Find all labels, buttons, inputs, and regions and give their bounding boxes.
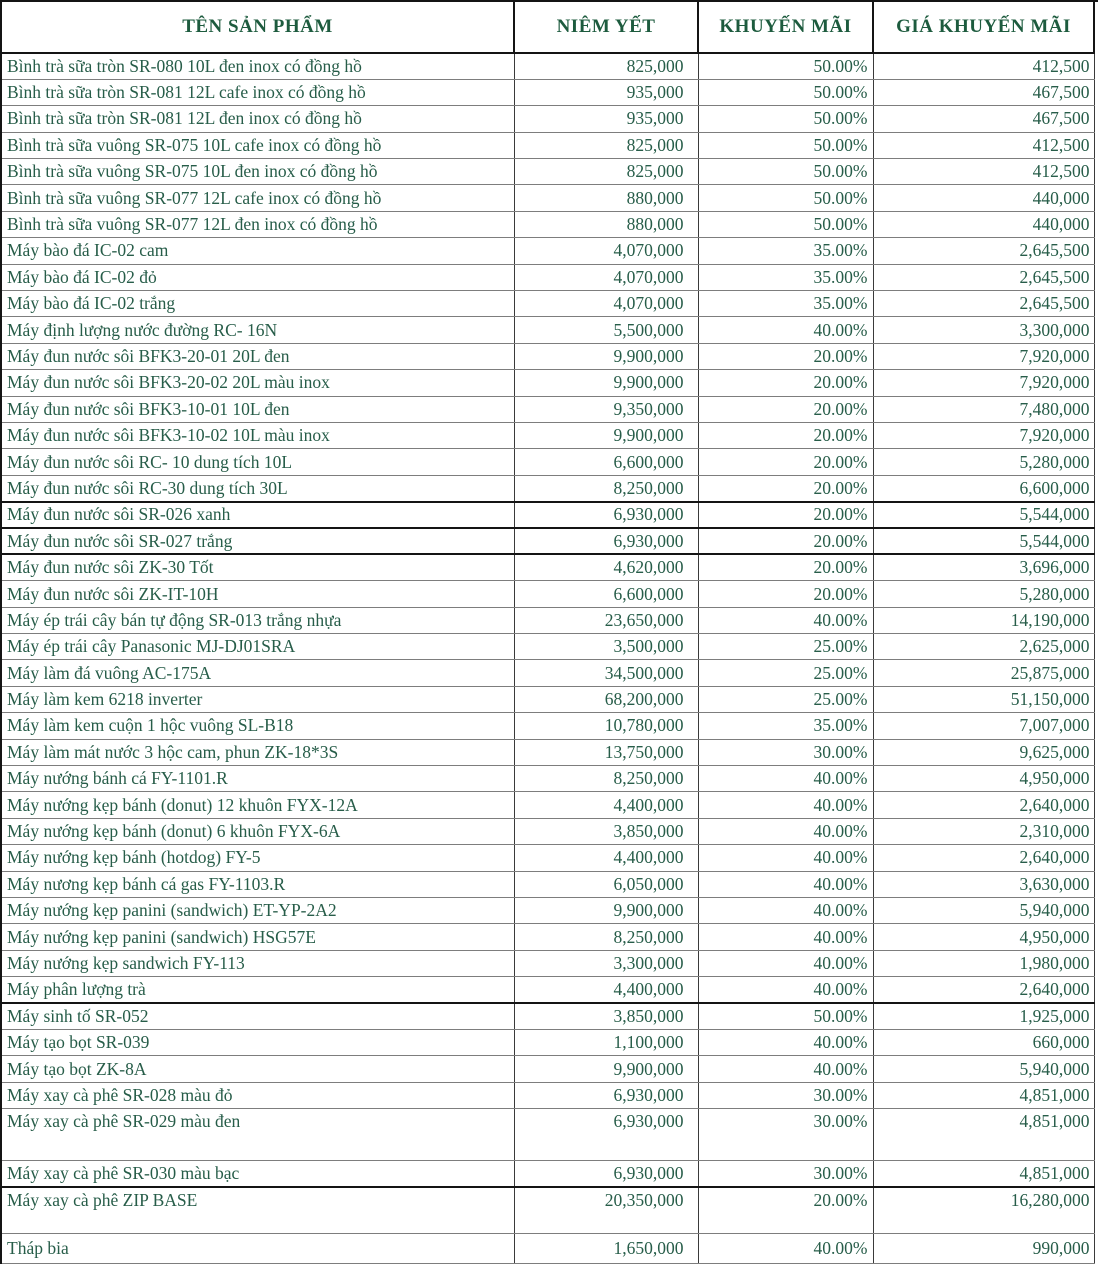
promo-price-cell[interactable]: 3,696,000 bbox=[873, 554, 1094, 580]
list-price-cell[interactable]: 6,930,000 bbox=[514, 1082, 698, 1108]
discount-cell[interactable]: 40.00% bbox=[698, 898, 873, 924]
sliver-cell bbox=[1094, 396, 1098, 422]
list-price-cell[interactable]: 4,070,000 bbox=[514, 264, 698, 290]
sliver-cell bbox=[1094, 845, 1098, 871]
sliver-cell bbox=[1094, 1187, 1098, 1233]
table-row bbox=[1, 238, 1098, 264]
table-row bbox=[1, 185, 1098, 211]
product-name-cell[interactable]: Máy định lượng nước đường RC- 16N bbox=[1, 317, 514, 343]
product-name-cell[interactable]: Máy xay cà phê SR-030 màu bạc bbox=[1, 1161, 514, 1187]
table-row bbox=[1, 554, 1098, 580]
product-name-cell[interactable]: Máy nướng kẹp bánh (hotdog) FY-5 bbox=[1, 845, 514, 871]
list-price-cell[interactable]: 6,930,000 bbox=[514, 502, 698, 528]
discount-cell[interactable]: 40.00% bbox=[698, 317, 873, 343]
discount-cell[interactable]: 40.00% bbox=[698, 1029, 873, 1055]
list-price-cell[interactable]: 13,750,000 bbox=[514, 739, 698, 765]
product-name-cell[interactable]: Máy nướng bánh cá FY-1101.R bbox=[1, 766, 514, 792]
discount-cell[interactable]: 50.00% bbox=[698, 79, 873, 105]
sliver-cell bbox=[1094, 1233, 1098, 1263]
discount-cell[interactable]: 20.00% bbox=[698, 449, 873, 475]
table-row bbox=[1, 422, 1098, 448]
promo-price-cell[interactable]: 5,544,000 bbox=[873, 528, 1094, 554]
list-price-cell[interactable]: 825,000 bbox=[514, 159, 698, 185]
column-header-promo-price[interactable]: GIÁ KHUYẾN MÃI bbox=[873, 1, 1094, 53]
sliver-cell bbox=[1094, 238, 1098, 264]
product-name-cell[interactable]: Bình trà sữa vuông SR-077 12L đen inox có đồng hồ bbox=[1, 211, 514, 237]
sliver-cell bbox=[1094, 211, 1098, 237]
product-name-cell[interactable]: Máy nương kẹp bánh cá gas FY-1103.R bbox=[1, 871, 514, 897]
promo-price-cell[interactable]: 2,640,000 bbox=[873, 977, 1094, 1003]
product-name-cell[interactable]: Máy đun nước sôi ZK-IT-10H bbox=[1, 581, 514, 607]
table-row bbox=[1, 871, 1098, 897]
list-price-cell[interactable]: 6,050,000 bbox=[514, 871, 698, 897]
promo-price-cell[interactable]: 5,544,000 bbox=[873, 502, 1094, 528]
discount-cell[interactable]: 25.00% bbox=[698, 634, 873, 660]
sliver-cell bbox=[1094, 1082, 1098, 1108]
table-row bbox=[1, 634, 1098, 660]
product-name-cell[interactable]: Máy ép trái cây Panasonic MJ-DJ01SRA bbox=[1, 634, 514, 660]
promo-price-cell[interactable]: 3,630,000 bbox=[873, 871, 1094, 897]
discount-cell[interactable]: 50.00% bbox=[698, 132, 873, 158]
discount-cell[interactable]: 35.00% bbox=[698, 713, 873, 739]
product-name-cell[interactable]: Máy sinh tố SR-052 bbox=[1, 1003, 514, 1029]
table-row bbox=[1, 264, 1098, 290]
discount-cell[interactable]: 40.00% bbox=[698, 766, 873, 792]
sliver-cell bbox=[1094, 422, 1098, 448]
product-name-cell[interactable]: Máy bào đá IC-02 đỏ bbox=[1, 264, 514, 290]
list-price-cell[interactable]: 4,620,000 bbox=[514, 554, 698, 580]
discount-cell[interactable]: 40.00% bbox=[698, 950, 873, 976]
product-name-cell[interactable]: Máy tạo bọt ZK-8A bbox=[1, 1056, 514, 1082]
promo-price-cell[interactable]: 5,940,000 bbox=[873, 898, 1094, 924]
table-row bbox=[1, 581, 1098, 607]
sliver-cell bbox=[1094, 792, 1098, 818]
product-name-cell[interactable]: Bình trà sữa vuông SR-075 10L đen inox có đồng hồ bbox=[1, 159, 514, 185]
discount-cell[interactable]: 50.00% bbox=[698, 1003, 873, 1029]
list-price-cell[interactable]: 9,900,000 bbox=[514, 898, 698, 924]
promo-price-cell[interactable]: 412,500 bbox=[873, 132, 1094, 158]
table-row bbox=[1, 1056, 1098, 1082]
promo-price-cell[interactable]: 4,950,000 bbox=[873, 924, 1094, 950]
product-name-cell[interactable]: Máy đun nước sôi SR-026 xanh bbox=[1, 502, 514, 528]
sliver-cell bbox=[1094, 449, 1098, 475]
discount-cell[interactable]: 35.00% bbox=[698, 264, 873, 290]
discount-cell[interactable]: 40.00% bbox=[698, 607, 873, 633]
discount-cell[interactable]: 40.00% bbox=[698, 845, 873, 871]
list-price-cell[interactable]: 6,600,000 bbox=[514, 449, 698, 475]
promo-price-cell[interactable]: 440,000 bbox=[873, 211, 1094, 237]
discount-cell[interactable]: 35.00% bbox=[698, 291, 873, 317]
list-price-cell[interactable]: 3,500,000 bbox=[514, 634, 698, 660]
list-price-cell[interactable]: 4,400,000 bbox=[514, 792, 698, 818]
sliver-cell bbox=[1094, 343, 1098, 369]
list-price-cell[interactable]: 935,000 bbox=[514, 106, 698, 132]
list-price-cell[interactable]: 4,400,000 bbox=[514, 977, 698, 1003]
promo-price-cell[interactable]: 5,940,000 bbox=[873, 1056, 1094, 1082]
list-price-cell[interactable]: 880,000 bbox=[514, 185, 698, 211]
product-name-cell[interactable]: Bình trà sữa vuông SR-077 12L cafe inox có đồng hồ bbox=[1, 185, 514, 211]
table-row bbox=[1, 211, 1098, 237]
table-row bbox=[1, 106, 1098, 132]
product-name-cell[interactable]: Máy tạo bọt SR-039 bbox=[1, 1029, 514, 1055]
promo-price-cell[interactable]: 412,500 bbox=[873, 159, 1094, 185]
sliver-cell bbox=[1094, 713, 1098, 739]
list-price-cell[interactable]: 4,070,000 bbox=[514, 291, 698, 317]
sliver-cell bbox=[1094, 660, 1098, 686]
discount-cell[interactable]: 30.00% bbox=[698, 739, 873, 765]
product-name-cell[interactable]: Máy nướng kẹp bánh (donut) 12 khuôn FYX-12A bbox=[1, 792, 514, 818]
discount-cell[interactable]: 20.00% bbox=[698, 554, 873, 580]
list-price-cell[interactable]: 3,850,000 bbox=[514, 1003, 698, 1029]
promo-price-cell[interactable]: 412,500 bbox=[873, 53, 1094, 79]
list-price-cell[interactable]: 1,650,000 bbox=[514, 1233, 698, 1263]
promo-price-cell[interactable]: 4,851,000 bbox=[873, 1082, 1094, 1108]
sliver-cell bbox=[1094, 475, 1098, 501]
list-price-cell[interactable]: 825,000 bbox=[514, 53, 698, 79]
discount-cell[interactable]: 20.00% bbox=[698, 528, 873, 554]
promo-price-cell[interactable]: 2,640,000 bbox=[873, 792, 1094, 818]
promo-price-cell[interactable]: 2,645,500 bbox=[873, 264, 1094, 290]
promo-price-cell[interactable]: 7,480,000 bbox=[873, 396, 1094, 422]
discount-cell[interactable]: 40.00% bbox=[698, 1233, 873, 1263]
table-row bbox=[1, 1003, 1098, 1029]
promo-price-cell[interactable]: 5,280,000 bbox=[873, 581, 1094, 607]
list-price-cell[interactable]: 8,250,000 bbox=[514, 924, 698, 950]
promo-price-cell[interactable]: 51,150,000 bbox=[873, 686, 1094, 712]
product-name-cell[interactable]: Máy làm kem 6218 inverter bbox=[1, 686, 514, 712]
promo-price-cell[interactable]: 1,980,000 bbox=[873, 950, 1094, 976]
discount-cell[interactable]: 25.00% bbox=[698, 686, 873, 712]
discount-cell[interactable]: 20.00% bbox=[698, 1187, 873, 1233]
product-name-cell[interactable]: Máy nướng kẹp panini (sandwich) ET-YP-2A2 bbox=[1, 898, 514, 924]
promo-price-cell[interactable]: 467,500 bbox=[873, 106, 1094, 132]
list-price-cell[interactable]: 10,780,000 bbox=[514, 713, 698, 739]
promo-price-cell[interactable]: 4,851,000 bbox=[873, 1109, 1094, 1161]
list-price-cell[interactable]: 4,070,000 bbox=[514, 238, 698, 264]
product-name-cell[interactable]: Máy xay cà phê ZIP BASE bbox=[1, 1187, 514, 1233]
table-row bbox=[1, 977, 1098, 1003]
product-name-cell[interactable]: Bình trà sữa tròn SR-081 12L cafe inox có đồng hồ bbox=[1, 79, 514, 105]
sliver-cell bbox=[1094, 634, 1098, 660]
promo-price-cell[interactable]: 25,875,000 bbox=[873, 660, 1094, 686]
sliver-cell bbox=[1094, 1161, 1098, 1187]
list-price-cell[interactable]: 825,000 bbox=[514, 132, 698, 158]
promo-price-cell[interactable]: 6,600,000 bbox=[873, 475, 1094, 501]
list-price-cell[interactable]: 34,500,000 bbox=[514, 660, 698, 686]
product-name-cell[interactable]: Máy làm đá vuông AC-175A bbox=[1, 660, 514, 686]
promo-price-cell[interactable]: 2,310,000 bbox=[873, 818, 1094, 844]
product-name-cell[interactable]: Máy đun nước sôi BFK3-20-02 20L màu inox bbox=[1, 370, 514, 396]
list-price-cell[interactable]: 9,900,000 bbox=[514, 422, 698, 448]
product-name-cell[interactable]: Bình trà sữa tròn SR-080 10L đen inox có đồng hồ bbox=[1, 53, 514, 79]
sliver-cell bbox=[1094, 264, 1098, 290]
product-name-cell[interactable]: Máy ép trái cây bán tự động SR-013 trắng nhựa bbox=[1, 607, 514, 633]
product-name-cell[interactable]: Máy xay cà phê SR-029 màu đen bbox=[1, 1109, 514, 1161]
sliver-cell bbox=[1094, 1056, 1098, 1082]
list-price-cell[interactable]: 68,200,000 bbox=[514, 686, 698, 712]
sliver-cell bbox=[1094, 766, 1098, 792]
discount-cell[interactable]: 20.00% bbox=[698, 396, 873, 422]
table-row bbox=[1, 792, 1098, 818]
table-row bbox=[1, 1187, 1098, 1233]
discount-cell[interactable]: 20.00% bbox=[698, 502, 873, 528]
sliver-cell bbox=[1094, 607, 1098, 633]
table-row bbox=[1, 1161, 1098, 1187]
product-name-cell[interactable]: Máy làm kem cuộn 1 hộc vuông SL-B18 bbox=[1, 713, 514, 739]
table-row bbox=[1, 1109, 1098, 1161]
discount-cell[interactable]: 25.00% bbox=[698, 660, 873, 686]
promo-price-cell[interactable]: 5,280,000 bbox=[873, 449, 1094, 475]
sliver-cell bbox=[1094, 1029, 1098, 1055]
promo-price-cell[interactable]: 2,640,000 bbox=[873, 845, 1094, 871]
list-price-cell[interactable]: 880,000 bbox=[514, 211, 698, 237]
sliver-cell bbox=[1094, 977, 1098, 1003]
table-row bbox=[1, 845, 1098, 871]
sliver-cell bbox=[1094, 554, 1098, 580]
promo-price-cell[interactable]: 2,645,500 bbox=[873, 238, 1094, 264]
discount-cell[interactable]: 40.00% bbox=[698, 1056, 873, 1082]
price-table-body bbox=[1, 53, 1098, 1264]
sliver-cell bbox=[1094, 317, 1098, 343]
sliver-cell bbox=[1094, 291, 1098, 317]
promo-price-cell[interactable]: 4,851,000 bbox=[873, 1161, 1094, 1187]
sliver-cell bbox=[1094, 79, 1098, 105]
sliver-cell bbox=[1094, 898, 1098, 924]
table-row bbox=[1, 343, 1098, 369]
table-row bbox=[1, 898, 1098, 924]
promo-price-cell[interactable]: 1,925,000 bbox=[873, 1003, 1094, 1029]
promo-price-cell[interactable]: 3,300,000 bbox=[873, 317, 1094, 343]
list-price-cell[interactable]: 6,600,000 bbox=[514, 581, 698, 607]
promo-price-cell[interactable]: 660,000 bbox=[873, 1029, 1094, 1055]
header-row bbox=[1, 1, 1098, 53]
table-row bbox=[1, 739, 1098, 765]
product-name-cell[interactable]: Máy đun nước sôi ZK-30 Tốt bbox=[1, 554, 514, 580]
table-row bbox=[1, 1082, 1098, 1108]
table-row bbox=[1, 686, 1098, 712]
sliver-cell bbox=[1094, 1003, 1098, 1029]
table-row bbox=[1, 924, 1098, 950]
column-header-product-name[interactable]: TÊN SẢN PHẨM bbox=[1, 1, 514, 53]
table-row bbox=[1, 818, 1098, 844]
sliver-cell bbox=[1094, 950, 1098, 976]
promo-price-cell[interactable]: 990,000 bbox=[873, 1233, 1094, 1263]
discount-cell[interactable]: 20.00% bbox=[698, 370, 873, 396]
discount-cell[interactable]: 40.00% bbox=[698, 871, 873, 897]
list-price-cell[interactable]: 1,100,000 bbox=[514, 1029, 698, 1055]
table-row bbox=[1, 713, 1098, 739]
discount-cell[interactable]: 50.00% bbox=[698, 211, 873, 237]
discount-cell[interactable]: 50.00% bbox=[698, 106, 873, 132]
discount-cell[interactable]: 30.00% bbox=[698, 1109, 873, 1161]
table-row bbox=[1, 766, 1098, 792]
promo-price-cell[interactable]: 4,950,000 bbox=[873, 766, 1094, 792]
discount-cell[interactable]: 35.00% bbox=[698, 238, 873, 264]
sliver-cell bbox=[1094, 581, 1098, 607]
table-row bbox=[1, 291, 1098, 317]
product-name-cell[interactable]: Máy xay cà phê SR-028 màu đỏ bbox=[1, 1082, 514, 1108]
discount-cell[interactable]: 40.00% bbox=[698, 818, 873, 844]
sliver-cell bbox=[1094, 502, 1098, 528]
table-row bbox=[1, 317, 1098, 343]
list-price-cell[interactable]: 20,350,000 bbox=[514, 1187, 698, 1233]
promo-price-cell[interactable]: 7,920,000 bbox=[873, 422, 1094, 448]
table-row bbox=[1, 396, 1098, 422]
promo-price-cell[interactable]: 9,625,000 bbox=[873, 739, 1094, 765]
promo-price-cell[interactable]: 440,000 bbox=[873, 185, 1094, 211]
sliver-cell bbox=[1094, 739, 1098, 765]
product-name-cell[interactable]: Máy nướng kẹp sandwich FY-113 bbox=[1, 950, 514, 976]
list-price-cell[interactable]: 9,350,000 bbox=[514, 396, 698, 422]
promo-price-cell[interactable]: 16,280,000 bbox=[873, 1187, 1094, 1233]
list-price-cell[interactable]: 935,000 bbox=[514, 79, 698, 105]
table-row bbox=[1, 1233, 1098, 1263]
list-price-cell[interactable]: 8,250,000 bbox=[514, 475, 698, 501]
column-header-list-price[interactable]: NIÊM YẾT bbox=[514, 1, 698, 53]
sliver-cell bbox=[1094, 159, 1098, 185]
table-row bbox=[1, 607, 1098, 633]
sliver-column-header bbox=[1094, 1, 1098, 53]
list-price-cell[interactable]: 23,650,000 bbox=[514, 607, 698, 633]
promo-price-cell[interactable]: 7,920,000 bbox=[873, 370, 1094, 396]
promo-price-cell[interactable]: 467,500 bbox=[873, 79, 1094, 105]
table-row bbox=[1, 1029, 1098, 1055]
discount-cell[interactable]: 50.00% bbox=[698, 53, 873, 79]
table-row bbox=[1, 79, 1098, 105]
table-row bbox=[1, 449, 1098, 475]
list-price-cell[interactable]: 9,900,000 bbox=[514, 370, 698, 396]
table-row bbox=[1, 53, 1098, 79]
discount-cell[interactable]: 20.00% bbox=[698, 422, 873, 448]
list-price-cell[interactable]: 9,900,000 bbox=[514, 343, 698, 369]
list-price-cell[interactable]: 5,500,000 bbox=[514, 317, 698, 343]
list-price-cell[interactable]: 4,400,000 bbox=[514, 845, 698, 871]
discount-cell[interactable]: 50.00% bbox=[698, 185, 873, 211]
table-row bbox=[1, 475, 1098, 501]
sliver-cell bbox=[1094, 106, 1098, 132]
product-name-cell[interactable]: Máy đun nước sôi RC- 10 dung tích 10L bbox=[1, 449, 514, 475]
sliver-cell bbox=[1094, 53, 1098, 79]
promo-price-cell[interactable]: 7,007,000 bbox=[873, 713, 1094, 739]
promo-price-cell[interactable]: 2,645,500 bbox=[873, 291, 1094, 317]
promo-price-cell[interactable]: 2,625,000 bbox=[873, 634, 1094, 660]
table-row bbox=[1, 159, 1098, 185]
product-name-cell[interactable]: Tháp bia bbox=[1, 1233, 514, 1263]
list-price-cell[interactable]: 9,900,000 bbox=[514, 1056, 698, 1082]
list-price-cell[interactable]: 6,930,000 bbox=[514, 1109, 698, 1161]
list-price-cell[interactable]: 8,250,000 bbox=[514, 766, 698, 792]
discount-cell[interactable]: 40.00% bbox=[698, 977, 873, 1003]
sliver-cell bbox=[1094, 818, 1098, 844]
discount-cell[interactable]: 20.00% bbox=[698, 343, 873, 369]
table-row bbox=[1, 132, 1098, 158]
list-price-cell[interactable]: 3,850,000 bbox=[514, 818, 698, 844]
table-row bbox=[1, 950, 1098, 976]
sliver-cell bbox=[1094, 528, 1098, 554]
sliver-cell bbox=[1094, 370, 1098, 396]
product-name-cell[interactable]: Máy đun nước sôi BFK3-10-02 10L màu inox bbox=[1, 422, 514, 448]
sliver-cell bbox=[1094, 871, 1098, 897]
product-name-cell[interactable]: Bình trà sữa vuông SR-075 10L cafe inox có đồng hồ bbox=[1, 132, 514, 158]
discount-cell[interactable]: 30.00% bbox=[698, 1161, 873, 1187]
product-name-cell[interactable]: Bình trà sữa tròn SR-081 12L đen inox có đồng hồ bbox=[1, 106, 514, 132]
table-row bbox=[1, 528, 1098, 554]
price-table-header bbox=[1, 1, 1098, 53]
list-price-cell[interactable]: 6,930,000 bbox=[514, 1161, 698, 1187]
discount-cell[interactable]: 40.00% bbox=[698, 924, 873, 950]
discount-cell[interactable]: 20.00% bbox=[698, 475, 873, 501]
sliver-cell bbox=[1094, 132, 1098, 158]
list-price-cell[interactable]: 3,300,000 bbox=[514, 950, 698, 976]
product-name-cell[interactable]: Máy đun nước sôi SR-027 trắng bbox=[1, 528, 514, 554]
sliver-cell bbox=[1094, 924, 1098, 950]
product-name-cell[interactable]: Máy nướng kẹp bánh (donut) 6 khuôn FYX-6A bbox=[1, 818, 514, 844]
product-name-cell[interactable]: Máy đun nước sôi BFK3-10-01 10L đen bbox=[1, 396, 514, 422]
table-row bbox=[1, 660, 1098, 686]
discount-cell[interactable]: 50.00% bbox=[698, 159, 873, 185]
discount-cell[interactable]: 40.00% bbox=[698, 792, 873, 818]
product-name-cell[interactable]: Máy đun nước sôi RC-30 dung tích 30L bbox=[1, 475, 514, 501]
column-header-discount[interactable]: KHUYẾN MÃI bbox=[698, 1, 873, 53]
product-name-cell[interactable]: Máy làm mát nước 3 hộc cam, phun ZK-18*3S bbox=[1, 739, 514, 765]
sliver-cell bbox=[1094, 686, 1098, 712]
table-row bbox=[1, 370, 1098, 396]
product-name-cell[interactable]: Máy bào đá IC-02 trắng bbox=[1, 291, 514, 317]
product-name-cell[interactable]: Máy phân lượng trà bbox=[1, 977, 514, 1003]
list-price-cell[interactable]: 6,930,000 bbox=[514, 528, 698, 554]
product-name-cell[interactable]: Máy bào đá IC-02 cam bbox=[1, 238, 514, 264]
product-name-cell[interactable]: Máy đun nước sôi BFK3-20-01 20L đen bbox=[1, 343, 514, 369]
promo-price-cell[interactable]: 7,920,000 bbox=[873, 343, 1094, 369]
sliver-cell bbox=[1094, 185, 1098, 211]
discount-cell[interactable]: 30.00% bbox=[698, 1082, 873, 1108]
table-row bbox=[1, 502, 1098, 528]
promo-price-cell[interactable]: 14,190,000 bbox=[873, 607, 1094, 633]
discount-cell[interactable]: 20.00% bbox=[698, 581, 873, 607]
sliver-cell bbox=[1094, 1109, 1098, 1161]
product-name-cell[interactable]: Máy nướng kẹp panini (sandwich) HSG57E bbox=[1, 924, 514, 950]
